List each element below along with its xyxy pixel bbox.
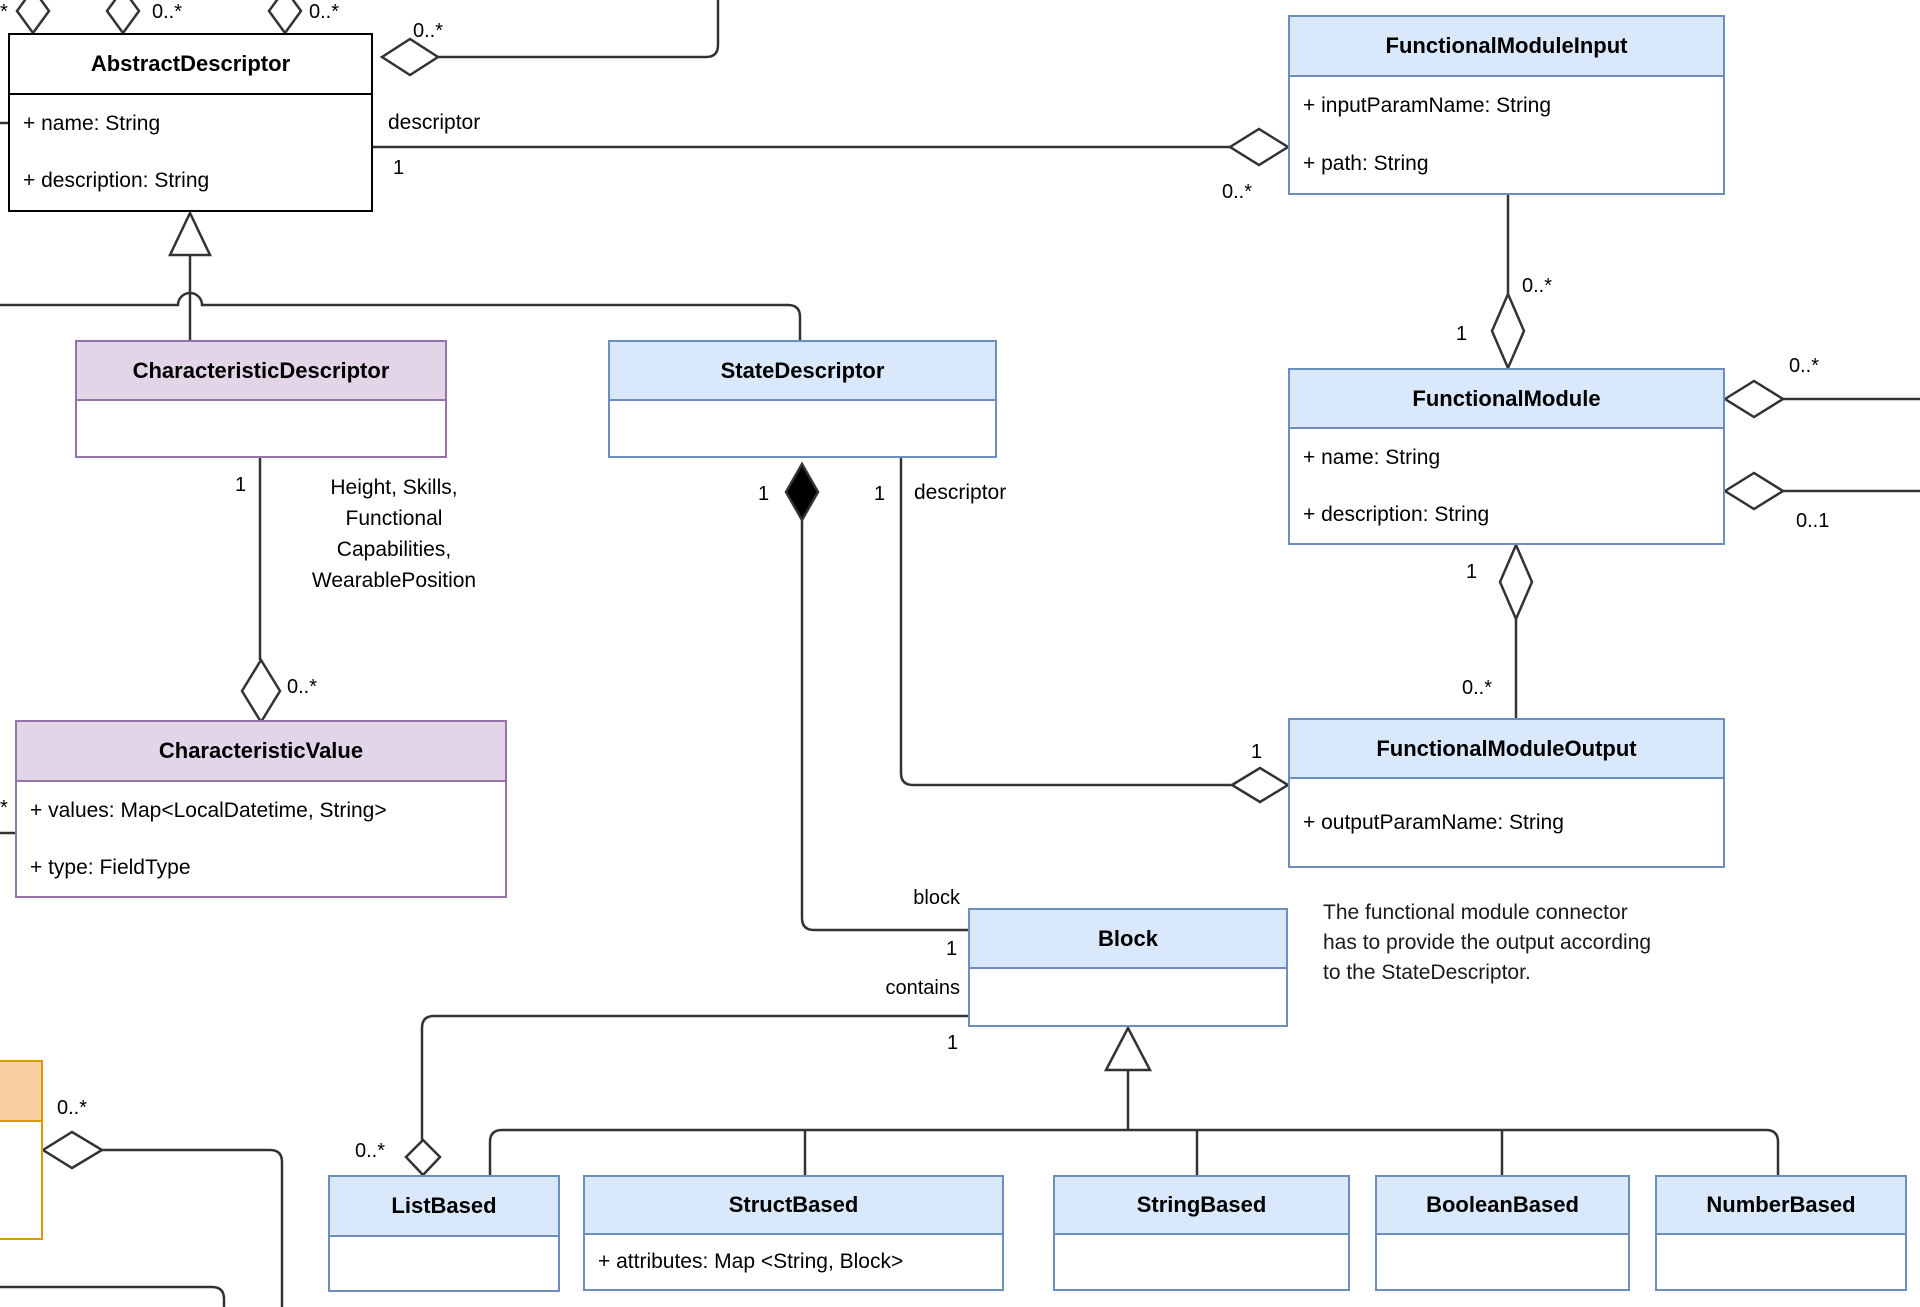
functional-module-note-text[interactable] (1323, 898, 1763, 988)
class-title-list-based: ListBased (391, 1193, 497, 1218)
class-body-block (970, 969, 1286, 1025)
edge-label-one-ad[interactable]: 1 (393, 157, 405, 179)
class-body-functional-module-output (1290, 779, 1723, 866)
class-number-based[interactable] (1655, 1175, 1907, 1291)
edge-label-one-contains[interactable]: 1 (947, 1032, 959, 1054)
class-body-functional-module-input (1290, 77, 1723, 193)
note-line: to the StateDescriptor. (1323, 961, 1531, 984)
aggregation-diamond-icon (43, 1132, 102, 1168)
class-functional-module-input[interactable] (1288, 15, 1725, 195)
class-attribute (1290, 429, 1723, 486)
edge-label-one-block[interactable]: 1 (946, 938, 958, 960)
edge-block-generalization-bus[interactable] (490, 1028, 1778, 1175)
generalization-triangle-icon (170, 213, 210, 255)
class-title-block: Block (1098, 925, 1158, 951)
class-attribute (10, 153, 371, 211)
characteristics-comment-line: Height, Skills, (330, 476, 458, 499)
characteristics-comment-text[interactable] (294, 472, 494, 596)
aggregation-diamond-icon (1725, 381, 1783, 417)
edge-fmi-fm-aggregation[interactable] (1492, 195, 1524, 368)
characteristics-comment-line: Capabilities, (336, 538, 452, 561)
class-boolean-based[interactable] (1375, 1175, 1630, 1291)
class-body-list-based (330, 1237, 558, 1290)
class-attribute (17, 782, 505, 839)
edge-label-mult-fmi-left[interactable]: 0..* (1222, 181, 1253, 203)
aggregation-diamond-icon (382, 39, 438, 75)
class-block[interactable] (968, 908, 1288, 1027)
aggregation-diamond-icon (107, 0, 139, 33)
class-struct-based[interactable] (583, 1175, 1004, 1291)
class-attribute-text: + outputParamName: String (1303, 810, 1564, 834)
class-title-functional-module: FunctionalModule (1412, 385, 1601, 411)
edge-label-one-fm-top[interactable]: 1 (1456, 323, 1468, 345)
composition-diamond-icon (786, 464, 818, 520)
class-body-string-based (1055, 1235, 1348, 1289)
aggregation-diamond-icon (1232, 768, 1288, 802)
aggregation-diamond-icon (1500, 545, 1532, 619)
class-partial-class-orange[interactable] (0, 1060, 43, 1240)
edge-label-mult-fmi-bottom[interactable]: 0..* (1522, 275, 1553, 297)
edge-label-star-top-left[interactable]: * (0, 1, 8, 23)
aggregation-diamond-icon (269, 0, 301, 33)
edge-label-contains-role[interactable]: contains (885, 977, 960, 999)
edge-label-mult-orange[interactable]: 0..* (57, 1097, 88, 1119)
class-body-number-based (1657, 1235, 1905, 1289)
empty-attribute-section (1055, 1235, 1348, 1289)
class-list-based[interactable] (328, 1175, 560, 1292)
class-attribute-text: + type: FieldType (30, 855, 191, 879)
class-body-boolean-based (1377, 1235, 1628, 1289)
edge-label-mult-cv[interactable]: 0..* (287, 676, 318, 698)
empty-attribute-section (1377, 1235, 1628, 1289)
empty-attribute-section (1657, 1235, 1905, 1289)
class-title-number-based: NumberBased (1706, 1192, 1856, 1217)
edge-label-one-fm-bottom[interactable]: 1 (1466, 561, 1478, 583)
class-attribute (1290, 486, 1723, 543)
edge-label-one-cd[interactable]: 1 (235, 474, 247, 496)
characteristics-comment-line: Functional (345, 507, 443, 530)
class-attribute-text: + name: String (23, 111, 161, 135)
empty-attribute-section (77, 401, 445, 456)
edge-label-mult-ad-right[interactable]: 0..* (413, 20, 444, 42)
class-body-abstract-descriptor (10, 95, 371, 210)
class-attribute (585, 1235, 1002, 1289)
class-title-characteristic-descriptor: CharacteristicDescriptor (132, 357, 390, 383)
edge-label-descriptor-2[interactable]: descriptor (914, 481, 1007, 504)
class-title-state-descriptor: StateDescriptor (720, 357, 885, 383)
class-body-struct-based (585, 1235, 1002, 1289)
edge-label-one-fmo-left[interactable]: 1 (1251, 741, 1263, 763)
edge-label-mult-top-1[interactable]: 0..* (152, 1, 183, 23)
edge-generalization-statedescriptor[interactable] (0, 293, 800, 340)
class-title-struct-based: StructBased (728, 1192, 859, 1217)
class-body-partial-class-orange (0, 1122, 41, 1238)
class-attribute-text: + description: String (23, 169, 210, 193)
edge-label-mult-fmo-top[interactable]: 0..* (1462, 677, 1493, 699)
edge-orange-aggregation[interactable] (43, 1132, 282, 1307)
edge-label-one-sd-right[interactable]: 1 (874, 483, 886, 505)
class-body-state-descriptor (610, 401, 995, 456)
edge-fm-fmo-aggregation[interactable] (1500, 545, 1532, 718)
class-body-characteristic-descriptor (77, 401, 445, 456)
class-attribute (1290, 135, 1723, 193)
edge-label-descriptor-1[interactable]: descriptor (388, 111, 481, 134)
class-attribute (17, 839, 505, 896)
class-attribute (1290, 779, 1723, 866)
edge-label-star-cv[interactable]: * (0, 797, 8, 819)
class-state-descriptor[interactable] (608, 340, 997, 458)
characteristics-comment-line: WearablePosition (311, 569, 477, 592)
empty-attribute-section (970, 969, 1286, 1025)
class-attribute-text: + name: String (1303, 445, 1441, 469)
edge-label-block-role[interactable]: block (913, 887, 960, 909)
class-body-characteristic-value (17, 782, 505, 896)
class-attribute-text: + inputParamName: String (1303, 94, 1552, 117)
class-attribute (10, 95, 371, 153)
class-functional-module[interactable] (1288, 368, 1725, 545)
class-title-abstract-descriptor: AbstractDescriptor (90, 51, 291, 76)
class-title-functional-module-output: FunctionalModuleOutput (1376, 735, 1637, 761)
aggregation-diamond-icon (406, 1140, 440, 1175)
class-characteristic-descriptor[interactable] (75, 340, 447, 458)
aggregation-diamond-icon (242, 660, 280, 722)
edge-label-mult-top-2[interactable]: 0..* (309, 1, 340, 23)
edge-statedescriptor-fmo-association[interactable] (901, 458, 1288, 802)
note-line: The functional module connector (1323, 901, 1628, 924)
edge-bottom-left-connector[interactable] (0, 1287, 224, 1307)
class-functional-module-output[interactable] (1288, 718, 1725, 868)
class-string-based[interactable] (1053, 1175, 1350, 1291)
aggregation-diamond-icon (17, 0, 49, 33)
edge-statedescriptor-block-composition[interactable] (786, 464, 968, 930)
class-characteristic-value[interactable] (15, 720, 507, 898)
class-attribute-text: + attributes: Map <String, Block> (598, 1250, 904, 1273)
generalization-triangle-icon (1106, 1028, 1150, 1070)
empty-attribute-section (0, 1122, 41, 1238)
aggregation-diamond-icon (1230, 129, 1288, 165)
empty-attribute-section (610, 401, 995, 456)
class-attribute-text: + values: Map<LocalDatetime, String> (30, 798, 387, 822)
edge-fm-right-aggregation-2[interactable] (1725, 473, 1920, 509)
aggregation-diamond-icon (1492, 294, 1524, 368)
edge-characteristicdescriptor-characteristicvalue[interactable] (242, 458, 280, 722)
edge-label-one-sd-left[interactable]: 1 (758, 483, 770, 505)
class-title-functional-module-input: FunctionalModuleInput (1385, 33, 1628, 58)
edge-descriptor-association[interactable] (373, 129, 1288, 165)
class-attribute-text: + description: String (1303, 502, 1490, 526)
class-attribute-text: + path: String (1303, 152, 1429, 175)
edge-label-mult-fm-right-1[interactable]: 0..* (1789, 355, 1820, 377)
class-abstract-descriptor[interactable] (8, 33, 373, 212)
class-title-characteristic-value: CharacteristicValue (158, 738, 364, 763)
edge-generalization-characteristicdescriptor[interactable] (170, 213, 210, 340)
class-title-boolean-based: BooleanBased (1426, 1192, 1579, 1217)
aggregation-diamond-icon (1725, 473, 1783, 509)
class-attribute (1290, 77, 1723, 135)
empty-attribute-section (330, 1237, 558, 1290)
class-body-functional-module (1290, 429, 1723, 543)
note-line: has to provide the output according (1323, 931, 1652, 954)
edge-label-mult-listbased[interactable]: 0..* (355, 1140, 386, 1162)
edge-label-mult-fm-right-2[interactable]: 0..1 (1796, 510, 1830, 532)
edge-fm-right-aggregation-1[interactable] (1725, 381, 1920, 417)
class-title-string-based: StringBased (1136, 1192, 1267, 1217)
